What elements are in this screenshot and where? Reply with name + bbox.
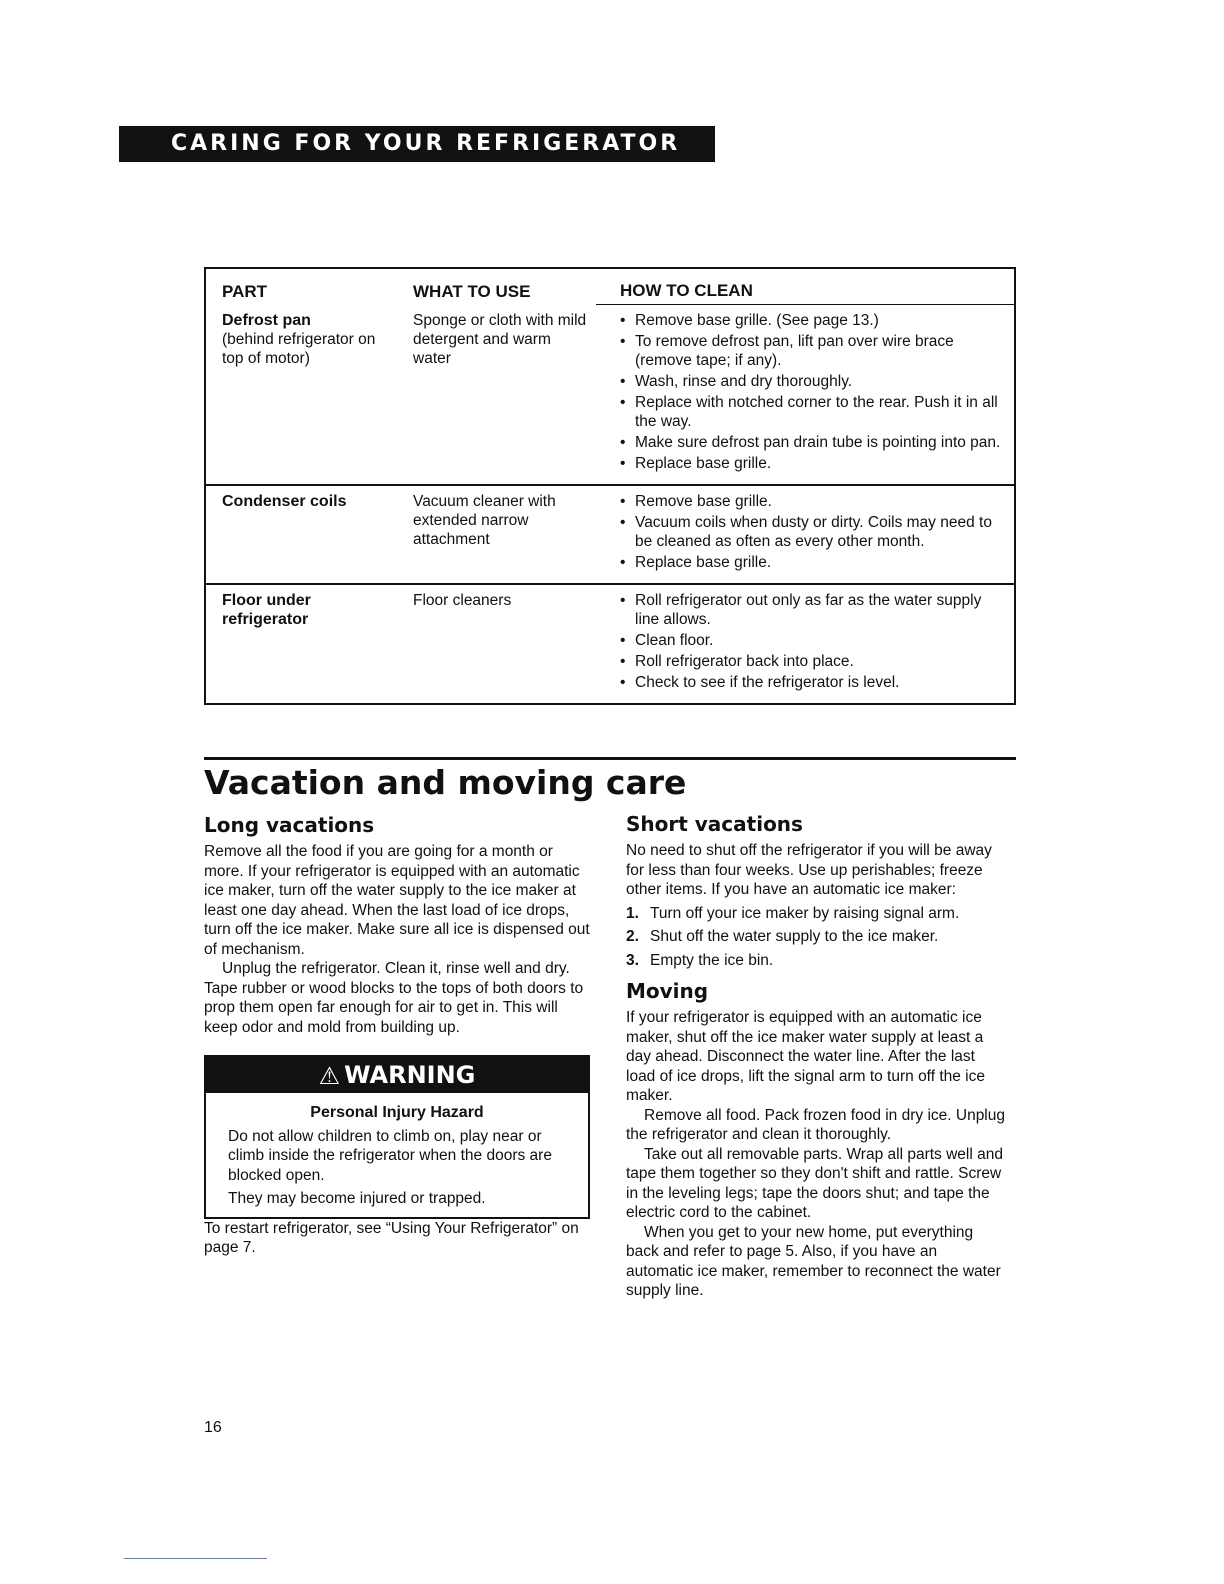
short-vacations-heading: Short vacations: [626, 812, 803, 836]
step-text: Turn off your ice maker by raising signal arm.: [650, 904, 960, 922]
table-row-floor: [205, 584, 1015, 704]
step-number: 3.: [626, 951, 639, 969]
step-text: Shut off the water supply to the ice maker.: [650, 928, 939, 945]
list-item: • Roll refrigerator back into place.: [620, 652, 1006, 671]
long-vacations-heading: Long vacations: [204, 813, 375, 837]
warning-bar: [206, 1057, 588, 1093]
list-item: • Vacuum coils when dusty or dirty. Coils may need to be cleaned as often as every other month.: [620, 513, 1006, 551]
how-steps: [620, 311, 1006, 473]
list-item: [626, 951, 1008, 971]
long-vacations-p2: Unplug the refrigerator. Clean it, rinse well and dry. Tape rubber or wood blocks to the tops of both doors to prop them open far enough for air to get in. This will keep odor and mold from building up.: [204, 960, 584, 1036]
section-title: Vacation and moving care: [204, 763, 687, 802]
footer-rule: [124, 1558, 267, 1559]
col-header-what: WHAT TO USE: [413, 281, 531, 301]
warning-icon: ⚠: [318, 1062, 341, 1090]
list-item: [626, 927, 1008, 947]
list-item: • Remove base grille.: [620, 492, 1006, 511]
long-vacations-p1: Remove all the food if you are going for a month or more. If your refrigerator is equipped with an automatic ice maker, turn off the water supply to the ice maker at least one day ahead. When the last load of ice drops, turn off the ice maker. Make sure all ice is dispensed out of mechanism.: [204, 843, 590, 958]
part-name: Floor under refrigerator: [222, 592, 311, 628]
part-note: (behind refrigerator on top of motor): [222, 330, 376, 367]
page-number: 16: [204, 1419, 222, 1436]
warning-text: [228, 1127, 566, 1209]
col-header-part: PART: [222, 281, 268, 301]
part-cell: [205, 485, 397, 584]
list-item: • Clean floor.: [620, 631, 1006, 650]
warning-body: [206, 1093, 588, 1217]
restart-note: To restart refrigerator, see “Using Your Refrigerator” on page 7.: [204, 1219, 579, 1256]
short-vacations-intro: No need to shut off the refrigerator if you will be away for less than four weeks. Use up perishables; freeze other items. If you have an automatic ice maker:: [626, 842, 992, 898]
step-number: 1.: [626, 904, 639, 922]
how-steps: [620, 591, 1006, 692]
table-row-condenser-coils: [205, 485, 1015, 584]
how-steps: [620, 492, 1006, 572]
moving-heading: Moving: [626, 979, 709, 1003]
col-header-how: HOW TO CLEAN: [596, 268, 1015, 305]
moving-p3: Take out all removable parts. Wrap all parts well and tape them together so they don't shift and rattle. Screw in the leveling legs; tape the doors shut; and tape the electric cord to the cabinet.: [626, 1145, 1003, 1221]
moving-p1: If your refrigerator is equipped with an automatic ice maker, shut off the ice maker water supply at least a day ahead. Disconnect the water line. After the last load of ice drops, lift the signal arm to turn off the ice maker.: [626, 1009, 985, 1104]
warning-label: WARNING: [344, 1061, 476, 1089]
right-column: [626, 811, 1008, 1301]
section-divider: [204, 757, 1016, 760]
list-item: • Wash, rinse and dry thoroughly.: [620, 372, 1006, 391]
part-name: Condenser coils: [222, 493, 347, 510]
step-number: 2.: [626, 928, 639, 945]
list-item: • Replace with notched corner to the rear. Push it in all the way.: [620, 393, 1006, 431]
part-cell: [205, 305, 397, 486]
what-cell: Sponge or cloth with mild detergent and warm water: [413, 311, 587, 367]
cleaning-table: [204, 267, 1016, 705]
what-cell: Floor cleaners: [397, 584, 596, 704]
list-item: • Remove base grille. (See page 13.): [620, 311, 1006, 330]
left-column: [204, 812, 590, 1258]
list-item: • Roll refrigerator out only as far as the water supply line allows.: [620, 591, 1006, 629]
list-item: • Replace base grille.: [620, 454, 1006, 473]
how-cell: [596, 485, 1015, 584]
moving-p4: When you get to your new home, put everything back and refer to page 5. Also, if you have an automatic ice maker, remember to reconnect the water supply line.: [626, 1223, 1001, 1299]
how-cell: [596, 305, 1015, 486]
warning-p2: They may become injured or trapped.: [228, 1190, 486, 1207]
warning-p1: Do not allow children to climb on, play near or climb inside the refrigerator when the doors are blocked open.: [228, 1127, 552, 1184]
list-item: • Make sure defrost pan drain tube is pointing into pan.: [620, 433, 1006, 452]
short-vacations-steps: [626, 904, 1008, 971]
how-cell: [596, 584, 1015, 704]
list-item: • Check to see if the refrigerator is level.: [620, 673, 1006, 692]
what-cell: Vacuum cleaner with extended narrow attachment: [397, 485, 596, 584]
part-cell: [205, 584, 397, 704]
section-banner: CARING FOR YOUR REFRIGERATOR: [119, 126, 715, 162]
list-item: [626, 904, 1008, 924]
step-text: Empty the ice bin.: [650, 951, 774, 969]
warning-box: [204, 1055, 590, 1219]
warning-heading: Personal Injury Hazard: [310, 1104, 484, 1121]
table-row-defrost-pan: [205, 305, 1015, 486]
list-item: • Replace base grille.: [620, 553, 1006, 572]
moving-p2: Remove all food. Pack frozen food in dry ice. Unplug the refrigerator and clean it thoroughly.: [626, 1106, 1005, 1143]
list-item: • To remove defrost pan, lift pan over wire brace (remove tape; if any).: [620, 332, 1006, 370]
table-header-row: [205, 268, 1015, 305]
part-name: Defrost pan: [222, 311, 311, 329]
